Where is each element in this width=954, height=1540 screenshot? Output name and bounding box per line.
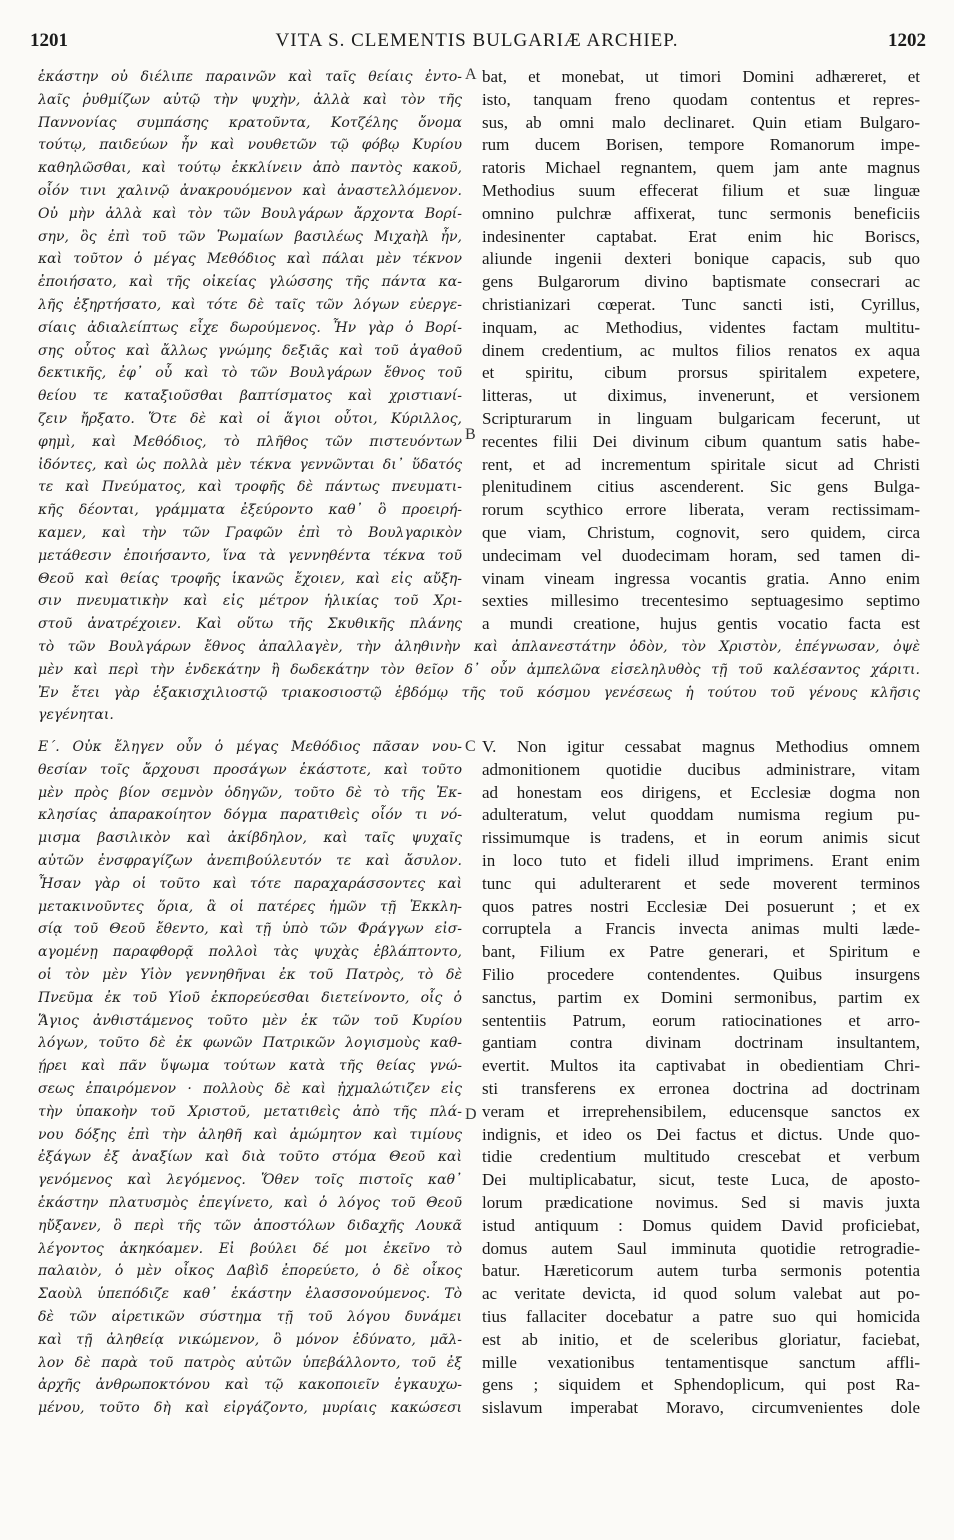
text-line: indesinenter captabat. Erat enim hic Boriscs, — [482, 226, 920, 246]
text-line: θεσίαν τοῖς ἄρχουσι προσάγων ἑκάστοτε, καὶ τοῦτο — [38, 761, 462, 778]
text-line: λόγων, τοῦτο δὲ ἐκ φωνῶν Πατρικῶν λογισμοὺς καθ- — [38, 1035, 462, 1052]
text-line: γενόμενος καὶ λεγόμενος. Ὅθεν τοῖς πιστοῖς καθ᾽ — [38, 1172, 462, 1189]
text-line: μετάθεσιν ἐποιήσαντο, ἵνα τὰ γεννηθέντα τέκνα τοῦ — [38, 547, 462, 564]
text-line: Θεοῦ καὶ θείας τροφῆς ἱκανῶς ἔχοιεν, καὶ εἰς αὔξη- — [38, 570, 462, 587]
text-line: ἑκάστην οὐ διέλιπε παραινῶν καὶ ταῖς θείαις ἐντο- — [38, 69, 462, 85]
text-line: rorum scythico errore liberata, veram rectissimam- — [482, 500, 920, 520]
text-line: καμεν, καὶ τὴν τῶν Γραφῶν ἐπὶ τὸ Βουλγαρικὸν — [38, 524, 462, 541]
text-line: Filio procedere contendentes. Quibus insurgens — [482, 964, 920, 984]
text-line: δὲ τῶν αἱρετικῶν σύστημα τῇ τοῦ λόγου δυνάμει — [38, 1308, 462, 1325]
text-line: adulteratum, velut quoddam numisma regium pu- — [482, 805, 920, 825]
text-line: dinem credentium, ac multos filios renatos ex aqua — [482, 340, 920, 360]
text-line: recentes filii Dei divinum cibum quantum satis habe- — [482, 431, 920, 451]
text-line: μένου, τοῦτο δὴ καὶ εἰργάζοντο, μυρίαις κακώσεσι — [38, 1400, 462, 1417]
text-line: rissimumque is tradens, et in eorum animis sicut — [482, 828, 920, 848]
text-line: tunc qui adulterarent et sede moverent terminos — [482, 873, 920, 893]
text-line: evertit. Multos ita captivabat in obedientiam Chri- — [482, 1056, 920, 1076]
text-line: Σαοὺλ ὑπεπόδιζε καθ᾽ ἑκάστην ἐλασσονούμενος. Τὸ — [38, 1286, 462, 1303]
text-line: aliunde ingenii dexteri bonique capacis, sub quo — [482, 249, 920, 269]
page-number-left: 1201 — [30, 30, 68, 51]
text-line: μὲν καὶ περὶ τὴν ἑνδεκάτην ἢ δωδεκάτην τὸν θεῖον δ᾽ οὖν ἀμπελῶνα εἰσεληλυθὸς τῇ τοῦ καλέσαντος χάριτι. — [38, 661, 920, 678]
text-line: τούτῳ, παιδεύων ἦν καὶ νουθετῶν τῷ φόβῳ Κυρίου — [38, 137, 462, 154]
text-line: μισμα βασιλικὸν καὶ ἀκίβδηλον, καὶ ταῖς ψυχαῖς — [38, 830, 462, 847]
text-line: sanctus, partim ex Domini sermonibus, partim ex — [482, 987, 920, 1007]
text-line: ἰδόντες, καὶ ὡς πολλὰ μὲν τέκνα γεννῶνται δι᾽ ὕδατός — [38, 456, 462, 473]
text-line: καὶ τοῦτον ὁ μέγας Μεθόδιος καὶ πάλαι μὲν τέκνον — [38, 251, 462, 268]
text-line: Ἐν ἔτει γὰρ ἑξακισχιλιοστῷ τριακοσιοστῷ ἑβδόμῳ τῆς τοῦ κόσμου γενέσεως ἡ τούτου τοῦ γένους κλῆσις — [38, 684, 920, 701]
text-line: Παννονίας συμπάσης κρατοῦντα, Κοτζέλης ὄνομα — [38, 114, 462, 131]
text-line: καθηλῶσθαι, καὶ τούτῳ ἐκκλίνειν ἀπὸ παντὸς κακοῦ, — [38, 160, 462, 177]
text-line: et spiritu, cibum prorsus spiritalem expetere, — [482, 363, 920, 383]
text-line: μὲν πρὸς βίον σεμνὸν ὁδηγῶν, τοῦτο δὲ τὸ τῆς Ἐκ- — [38, 784, 462, 801]
text-line: σην, ὃς ἐπὶ τοῦ τῶν Ῥωμαίων βασιλέως Μιχαὴλ ἦν, — [38, 228, 462, 245]
text-line: bant, Filium ex Patre generari, et Spiritum e — [482, 942, 920, 962]
text-line: omnino pulchræ affixerat, tunc sermonis beneficiis — [482, 203, 920, 223]
text-line: ῄρει καὶ πᾶν ὕψωμα τούτων κατὰ τῆς θείας γνώ- — [38, 1058, 462, 1075]
text-line: gens Bulgarorum divino baptismate consecrari ac — [482, 272, 920, 292]
text-line: οἷόν τινι χαλινῷ ἀνακρουόμενον καὶ ἀναστελλόμενον. — [38, 182, 462, 199]
text-line: sexties millesimo trecentesimo septuagesimo septimo — [482, 591, 920, 611]
running-title: VITA S. CLEMENTIS BULGARIÆ ARCHIEP. — [275, 30, 679, 51]
text-line: ac veritate devicta, id quod solum valebat aut po- — [482, 1284, 920, 1304]
text-line: rent, et ad incrementum spiritale sicut ad Christi — [482, 454, 920, 474]
text-line: τε καὶ Πνεύματος, καὶ τροφῆς δὲ πάντως πνευματι- — [38, 479, 462, 496]
latin-column-bottom — [482, 736, 920, 1420]
text-line: Ε΄. Οὐκ ἔληγεν οὖν ὁ μέγας Μεθόδιος πᾶσαν νου- — [38, 739, 462, 755]
text-line: λαῖς ῥυθμίζων αὐτῷ τὴν ψυχὴν, ἀλλὰ καὶ τὸν τῆς — [38, 91, 462, 108]
text-line: τὸ τῶν Βουλγάρων ἔθνος ἀπαλλαγὲν, τὴν ἀληθινὴν καὶ ἀπλανεστάτην ὁδὸν, τὸν Χριστὸν, ἐπέγνωσαν, ὀψὲ — [38, 639, 920, 655]
text-line: γεγένηται. — [38, 707, 114, 724]
text-line: ad honestam eos dirigens, et Ecclesiæ dogma non — [482, 782, 920, 802]
text-line: batur. Hæreticorum autem turba sermonis potentia — [482, 1261, 920, 1281]
text-line: αὐτῶν ἐνσφραγίζων ἀνεπιβούλευτόν τε καὶ ἄσυλον. — [38, 852, 462, 869]
text-line: κῆς δέονται, γράμματα ἐξεύροντο καθ᾽ ὃ προειρή- — [38, 502, 462, 519]
text-line: indignis, et ideo os Dei factus et dictus. Unde quo- — [482, 1124, 920, 1144]
text-line: θείου τε καταξιοῦσθαι βαπτίσματος καὶ χριστιανί- — [38, 388, 462, 405]
text-line: ἑκάστην πλατυσμὸς ἐπεγίνετο, καὶ ὁ λόγος τοῦ Θεοῦ — [38, 1194, 462, 1211]
text-line: mille vexationibus tentamentisque sanctum affli- — [482, 1352, 920, 1372]
text-line: στοῦ ἀνατρέχοιεν. Καὶ οὕτω τῆς Σκυθικῆς πλάνης — [38, 616, 462, 633]
text-line: σίᾳ τοῦ Θεοῦ ἔθεντο, καὶ τῇ ὑπὸ τῶν Φράγγων εἰσ- — [38, 921, 462, 938]
text-line: quos patres nostri Ecclesiæ Dei posuerunt ; et ex — [482, 896, 920, 916]
text-line: ἐξάγων ἐξ ἀναξίων καὶ διὰ τοῦτο στόμα Θεοῦ καὶ — [38, 1149, 462, 1166]
text-line: καὶ τῇ ἀληθείᾳ νικώμενον, ὃ μόνον ἐδύνατο, μᾶλ- — [38, 1331, 462, 1348]
greek-full-width-passage — [38, 636, 920, 727]
text-line: a mundi creatione, hujus gentis vocatio facta est — [482, 614, 920, 634]
text-line: οἱ τὸν μὲν Υἱὸν γεννηθῆναι ἐκ τοῦ Πατρὸς, τὸ δὲ — [38, 966, 462, 983]
text-line: lorum prædicatione novimus. Sed si mavis juxta — [482, 1192, 920, 1212]
text-line: μετακινοῦντες ὅρια, ἃ οἱ πατέρες ἡμῶν τῇ Ἐκκλη- — [38, 898, 462, 915]
text-line: isto, tanquam freno quodam contentus et repres- — [482, 89, 920, 109]
text-line: Οὐ μὴν ἀλλὰ καὶ τὸν τῶν Βουλγάρων ἄρχοντα Βορί- — [38, 205, 462, 222]
text-line: sententiis Patrum, eorum ratiocinationes et arro- — [482, 1010, 920, 1030]
text-line: λῆς ἐξηρτήσατο, καὶ τότε δὲ ταῖς τῶν λόγων εὐεργε- — [38, 296, 462, 313]
text-line: λέγοντος ἀκηκόαμεν. Εἰ βούλει δέ μοι ἐκεῖνο τὸ — [38, 1240, 462, 1257]
text-line: sus, ab omni malo declinaret. Quin etiam Bulgaro- — [482, 112, 920, 132]
text-line: παλαιὸν, ὁ μὲν οἶκος Δαβὶδ ἐπορεύετο, ὁ δὲ οἶκος — [38, 1263, 462, 1280]
margin-marker-a: A — [465, 66, 477, 83]
text-line: Πνεῦμα ἐκ τοῦ Υἱοῦ ἐκπορεύεσθαι διετείνοντο, οἷς ὁ — [38, 989, 462, 1006]
text-line: litteras, ut diximus, invenerunt, et versionem — [482, 386, 920, 406]
text-line: ἀρχῆς ἀνθρωποκτόνου καὶ τῷ κακοποιεῖν ἐγκαυχω- — [38, 1377, 462, 1394]
greek-column-bottom — [38, 736, 462, 1420]
text-line: τὴν ὑπακοὴν τοῦ Χριστοῦ, μετατιθεὶς ἀπὸ τῆς πλά- — [38, 1103, 462, 1120]
text-line: vinam vineam ingressa vocantis gratia. Anno enim — [482, 568, 920, 588]
text-line: undecimam vel duodecimam horam, sed tamen di- — [482, 545, 920, 565]
text-line: V. Non igitur cessabat magnus Methodius omnem — [482, 737, 920, 756]
greek-column-top — [38, 66, 462, 636]
text-line: que viam, Christum, cognovit, sero quidem, circa — [482, 522, 920, 542]
text-line: Ἦσαν γὰρ οἱ τοῦτο καὶ τότε παραχαράσσοντες καὶ — [38, 875, 462, 892]
text-line: σεως ἐπαιρόμενον · πολλοὺς δὲ καὶ ᾐχμαλώτιζεν εἰς — [38, 1080, 462, 1097]
text-line: in loco tuto et fideli illud imprimens. Erant enim — [482, 850, 920, 870]
text-line: Ἅγιος ἀνθιστάμενος τοῦτο μὲν ἐκ τῶν τοῦ Κυρίου — [38, 1012, 462, 1029]
text-line: tius fallaciter docebatur a patre suo qui homicida — [482, 1306, 920, 1326]
text-line: domus autem Saul imminuta quotidie retrogradie- — [482, 1238, 920, 1258]
text-line: admonitionem quotidie ducibus administrare, vitam — [482, 759, 920, 779]
text-line: gantiam contra divinam doctrinam insultantem, — [482, 1033, 920, 1053]
text-line: νου δόξης ἐπὶ τὴν ἀληθῆ καὶ ἀμώμητον καὶ τιμίους — [38, 1126, 462, 1143]
text-line: est ab initio, et de sceleribus gloriatur, faciebat, — [482, 1329, 920, 1349]
text-line: gens ; siquidem et Sphendoplicum, qui post Ra- — [482, 1375, 920, 1395]
text-line: tidie credentium multitudo crescebat et verbum — [482, 1147, 920, 1167]
text-line: σίαις ἀδιαλείπτως εἶχε δωρούμενος. Ἦν γὰρ ὁ Βορί- — [38, 319, 462, 336]
text-line: sislavum imperabat Moravo, circumvenientes dole — [482, 1398, 920, 1418]
text-line: bat, et monebat, ut timori Domini adhæreret, et — [482, 67, 920, 86]
latin-column-top — [482, 66, 920, 636]
page-number-right: 1202 — [888, 30, 926, 51]
text-line: ζειν ἤρξατο. Ὅτε δὲ καὶ οἱ ἅγιοι οὗτοι, Κύριλλος, — [38, 410, 462, 427]
margin-marker-d: D — [465, 1106, 477, 1123]
text-line: σης οὗτος καὶ ἄλλως γνώμης δεξιᾶς καὶ τοῦ ἀγαθοῦ — [38, 342, 462, 359]
text-line: sti transferens ex erronea doctrina ad doctrinam — [482, 1078, 920, 1098]
margin-marker-c: C — [465, 738, 476, 755]
text-line: inquam, ac Methodius, videntes factam multitu- — [482, 317, 920, 337]
text-line: ἐποιήσατο, καὶ τῆς οἰκείας γλώσσης τῆς πάντα κα- — [38, 274, 462, 291]
text-line: κλησίας ἀπαρακοίητον δόγμα παρατιθεὶς οἷόν τι νό- — [38, 807, 462, 824]
text-line: αγομένῃ παραφθορᾷ πολλοὶ τὰς ψυχὰς ἐβλάπτοντο, — [38, 944, 462, 961]
text-line: plenitudinem citius ascenderent. Sic gens Bulga- — [482, 477, 920, 497]
text-line: δεκτικῆς, ἐφ᾽ οὗ καὶ τὸ τῶν Βουλγάρων ἔθνος τοῦ — [38, 365, 462, 382]
text-line: Scripturarum in linguam bulgaricam fecerunt, ut — [482, 408, 920, 428]
text-line: Methodius suum effecerat filium et suæ linguæ — [482, 180, 920, 200]
text-line: ratoris Michael regnantem, quem jam ante magnus — [482, 158, 920, 178]
text-line: rum ducem Borisen, tempore Romanorum impe- — [482, 135, 920, 155]
text-line: istud antiquum : Domus quidem David proficiebat, — [482, 1215, 920, 1235]
text-line: λον δὲ παρὰ τοῦ πατρὸς αὐτῶν ὑπεβάλλοντο, τοῦ ἐξ — [38, 1354, 462, 1371]
running-header — [28, 30, 926, 60]
text-line: Dei multiplicabatur, sicut, teste Luca, de aposto- — [482, 1170, 920, 1190]
text-line: ηὔξανεν, ὃ περὶ τῆς τῶν ἀποστόλων διδαχῆς Λουκᾶ — [38, 1217, 462, 1234]
text-line: veram et irreprehensibilem, educensque sanctos ex — [482, 1101, 920, 1121]
text-line: σιν πνευματικὴν καὶ εἰς μέτρον ἡλικίας τοῦ Χρι- — [38, 593, 462, 610]
text-line: φημὶ, καὶ Μεθόδιος, τὸ πλῆθος τῶν πιστευόντων — [38, 433, 462, 450]
text-line: corruptela a Francis invecta animas multi læde- — [482, 919, 920, 939]
margin-marker-b: B — [465, 426, 476, 443]
text-line: christianizari cœperat. Tunc sancti isti, Cyrillus, — [482, 294, 920, 314]
